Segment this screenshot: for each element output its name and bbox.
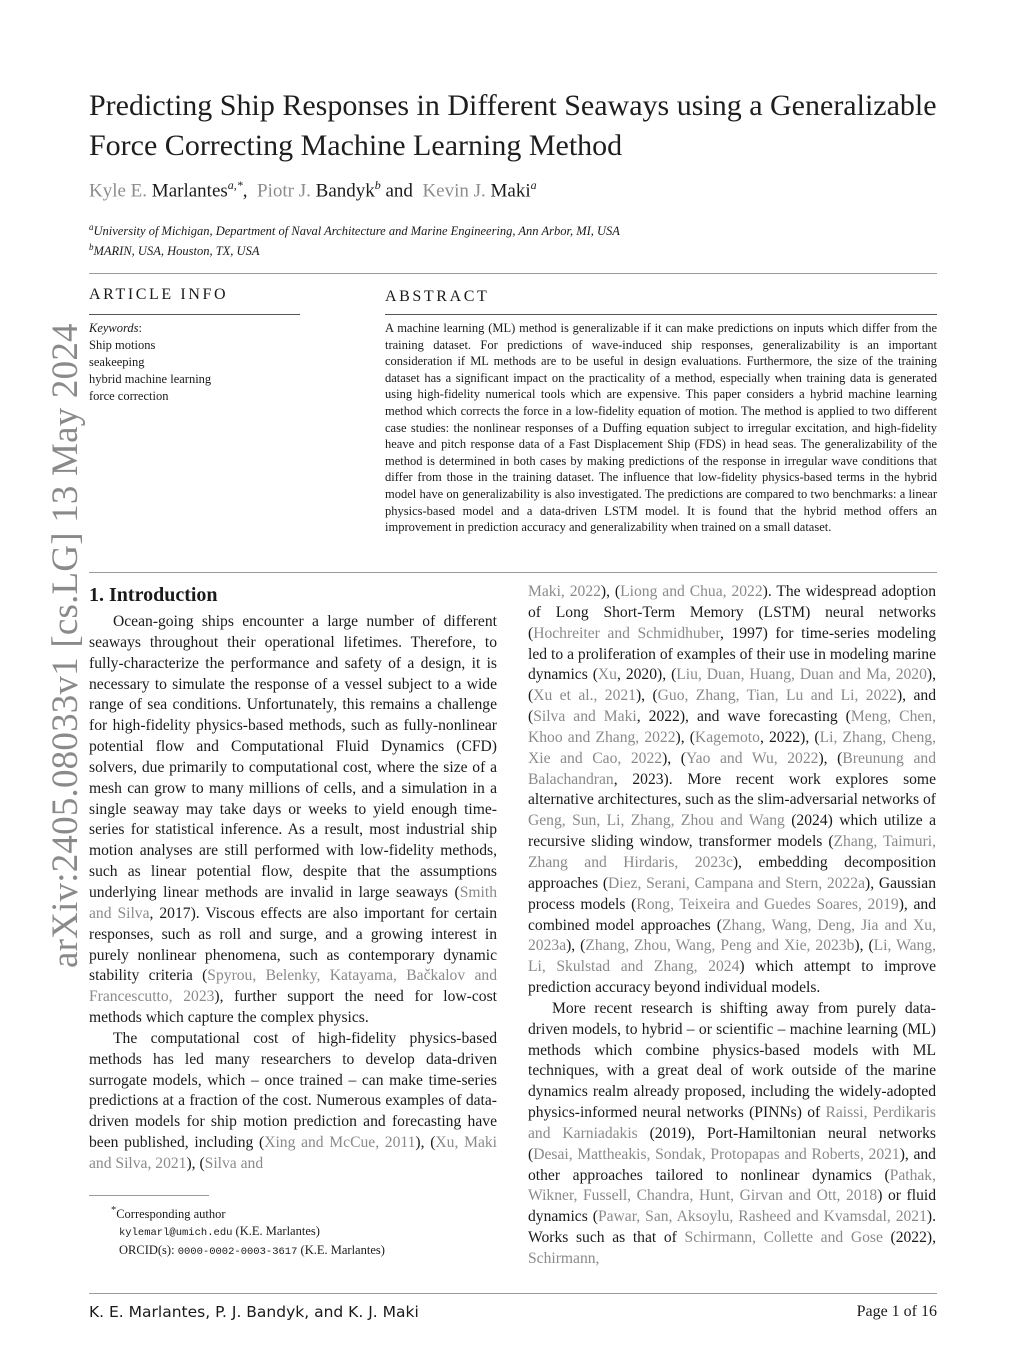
citation-link[interactable]: Zhang, Taimuri, Zhang and Hirdaris, 2023c (528, 833, 936, 871)
body-text: ), ( (662, 749, 686, 767)
left-column (89, 612, 497, 1175)
section-heading: 1. Introduction (89, 584, 218, 606)
footnote-mark: * (111, 1205, 117, 1216)
body-text: , 2022), ( (759, 728, 820, 746)
body-text: ), ( (415, 1134, 436, 1152)
citation-link[interactable]: Meng, Chen, Khoo and Zhang, 2022 (528, 708, 936, 746)
affiliation-mark: a (89, 222, 94, 232)
right-column (528, 582, 936, 1270)
citation-link[interactable]: Liong and Chua, 2022 (620, 583, 763, 600)
footer-authors: K. E. Marlantes, P. J. Bandyk, and K. J. Maki (89, 1303, 419, 1321)
body-text: ), ( (528, 666, 936, 705)
citation-link[interactable]: Xing and McCue, 2011 (264, 1134, 416, 1152)
footnote-text: (K.E. Marlantes) (235, 1224, 320, 1239)
citation-link[interactable]: Schirmann, Collette and Gose (684, 1229, 883, 1247)
footnote (89, 1202, 385, 1261)
body-text: ), ( (635, 687, 658, 705)
body-text: ), ( (600, 583, 621, 600)
author-list (89, 178, 537, 202)
body-text: ) which attempt to improve prediction accuracy beyond individual models. (528, 958, 936, 997)
body-text: , 2023). More recent work explores some alternative architectures, such as the slim-adversarial networks of (528, 770, 936, 809)
affiliation-mark: b (89, 242, 94, 252)
body-text: ), ( (854, 937, 874, 955)
body-text: , 2022), and wave forecasting ( (636, 708, 851, 726)
body-text: ), Gaussian process models ( (528, 874, 936, 913)
keyword: Ship motions (89, 338, 156, 352)
citation-link[interactable]: Xu, Maki and Silva, 2021 (89, 1134, 497, 1172)
keyword: seakeeping (89, 355, 145, 369)
footer-rule (89, 1293, 937, 1294)
citation-link[interactable]: Xu (597, 666, 617, 684)
author-first-name: Kevin J. (422, 180, 486, 202)
abstract-heading: ABSTRACT (385, 288, 490, 305)
citation-link[interactable]: Guo, Zhang, Tian, Lu and Li, 2022 (657, 687, 897, 705)
keyword: force correction (89, 389, 169, 403)
footnote-text: Corresponding author (116, 1207, 226, 1222)
body-text: (2024) which utilize a recursive sliding window, transformer models ( (528, 812, 936, 851)
author-affil-mark: a,* (227, 178, 243, 192)
article-info-heading: ARTICLE INFO (89, 286, 229, 303)
body-text: ), ( (675, 728, 695, 746)
divider (89, 273, 937, 274)
author-last-name: Marlantes (151, 180, 228, 202)
footnote-line (89, 1202, 385, 1223)
keywords-label: Keywords (89, 321, 139, 335)
body-text: The computational cost of high-fidelity physics-based methods has led many researchers to develop data-driven surrogate models, which – once trained – can make time-series predictions at a fraction of the cost. Numerous examples of data-driven models for ship motion prediction and forecasting have been published, including ( (89, 1029, 497, 1152)
body-text: (2022), (882, 1229, 936, 1247)
body-text: ), and ( (528, 687, 936, 726)
body-text: ), and combined model approaches ( (528, 895, 936, 934)
abstract-text: A machine learning (ML) method is generalizable if it can make predictions on inputs which differ from the training dataset. For predictions of wave-induced ship responses, generalizability is an important consideration if ML methods are to be useful in design evaluations. Furthermore, the size of the training dataset has a significant impact on the practicality of a method, especially when training data is generated using high-fidelity numerical tools which are expensive. This paper considers a hybrid machine learning method which corrects the force in a low-fidelity equation of motion. The method is applied to two different case studies: the nonlinear responses of a Duffing equation subject to irregular excitation, and high-fidelity heave and pitch response data of a Fast Displacement Ship (FDS) in head seas. The generalizability of the method is determined in both cases by making predictions of the response in irregular wave conditions that differ from those in the training dataset. The influence that low-fidelity physics-based terms in the hybrid model have on generalizability is also investigated. The predictions are compared to two benchmarks: a linear physics-based model and a data-driven LSTM model. It is found that the hybrid method offers an improvement in prediction accuracy and generalizability when trained on a small dataset. (385, 321, 937, 535)
body-text: More recent research is shifting away from purely data-driven models, to hybrid – or scientific – machine learning (ML) methods which combine physics-based models with ML techniques, with a great deal of work outside of the marine dynamics realm already proposed, including the widely-adopted physics-informed neural networks (PINNs) of (528, 999, 936, 1122)
affiliation (89, 242, 259, 259)
citation-link[interactable]: Zhang, Wang, Deng, Jia and Xu, 2023a (528, 916, 937, 955)
paper-title: Predicting Ship Responses in Different Seaways using a Generalizable Force Correcting Machine Learning Method (89, 89, 937, 162)
affiliation-text: University of Michigan, Department of Naval Architecture and Marine Engineering, Ann Arbor, MI, USA (93, 224, 620, 239)
citation-link[interactable]: Hochreiter and Schmidhuber (533, 624, 721, 642)
body-text: , 1997) for time-series modeling led to a proliferation of examples of their use in modeling marine dynamics ( (528, 624, 937, 684)
divider (89, 572, 937, 573)
citation-link[interactable]: Yao and Wu, 2022 (685, 749, 819, 767)
body-text: , 2017). Viscous effects are also important for certain responses, such as roll and surge, and a growing interest in purely nonlinear phenomena, such as contemporary dynamic stability criteria ( (89, 904, 497, 985)
citation-link[interactable]: Spyrou, Belenky, Katayama, Bačkalov and Francescutto, 2023 (89, 967, 498, 1006)
author-affil-mark: a (530, 178, 537, 192)
footnote-line (89, 1242, 385, 1261)
footnote-text: (K.E. Marlantes) (300, 1243, 385, 1258)
citation-link[interactable]: Rong, Teixeira and Guedes Soares, 2019 (636, 895, 899, 913)
citation-link[interactable]: Xu et al., 2021 (533, 687, 636, 705)
citation-link[interactable]: Liu, Duan, Huang, Duan and Ma, 2020 (676, 666, 927, 684)
body-text: ), ( (186, 1154, 205, 1172)
body-text: ) or fluid dynamics ( (528, 1187, 936, 1226)
citation-link[interactable]: Schirmann, (528, 1250, 600, 1267)
citation-link[interactable]: Silva and Maki (533, 708, 637, 726)
affiliation-text: MARIN, USA, Houston, TX, USA (93, 244, 260, 259)
citation-link[interactable]: Maki, 2022 (528, 583, 601, 600)
body-text: Ocean-going ships encounter a large number of different seaways throughout their operational lifetimes. Therefore, to fully-characterize the performance and safety of a design, it is necessary to simulate the response of a vessel subject to a wide range of sea conditions. Unfortunately, this remains a challenge for high-fidelity physics-based methods, such as fully-nonlinear potential flow and Computational Fluid Dynamics (CFD) solvers, due primarily to computational cost, where the size of a mesh can grow to many millions of cells, and a simulation in a single seaway may take days or weeks to yield enough time-series for statistical inference. As a result, most industrial ship motion analyses are still performed with low-fidelity methods, such as linear potential flow, despite that the assumptions underlying linear methods are invalid in large seaways ( (89, 613, 497, 901)
citation-link[interactable]: Li, Zhang, Cheng, Xie and Cao, 2022 (528, 728, 937, 767)
citation-link[interactable]: Diez, Serani, Campana and Stern, 2022a (608, 874, 866, 892)
author-first-name: Piotr J. (257, 180, 311, 202)
citation-link[interactable]: Pathak, Wikner, Fussell, Chandra, Hunt, Girvan and Ott, 2018 (528, 1166, 936, 1205)
body-text: ). Works such as that of (528, 1208, 936, 1247)
citation-link[interactable]: Raissi, Perdikaris and Karniadakis (528, 1104, 936, 1142)
citation-link[interactable]: Breunung and Balachandran (528, 749, 936, 788)
paragraph (89, 612, 497, 1029)
footnote-text: ORCID(s): (119, 1243, 175, 1258)
email-link[interactable]: kylemarl@umich.edu (119, 1227, 233, 1240)
author-affil-mark: b (374, 178, 381, 192)
footnote-line (89, 1223, 385, 1242)
page-number: Page 1 of 16 (856, 1303, 937, 1320)
body-text: ), embedding decomposition approaches ( (528, 853, 936, 892)
paragraph (528, 999, 936, 1270)
arxiv-identifier: arXiv:2405.08033v1 [cs.LG] 13 May 2024 (45, 323, 86, 968)
keyword: hybrid machine learning (89, 372, 212, 386)
body-text: ), and other approaches tailored to nonlinear dynamics ( (528, 1145, 936, 1184)
paragraph (528, 582, 936, 999)
citation-link[interactable]: Desai, Mattheakis, Sondak, Protopapas and Roberts, 2021 (533, 1145, 900, 1163)
citation-link[interactable]: Smith and Silva (89, 883, 497, 922)
divider (385, 314, 937, 315)
body-text: ), further support the need for low-cost methods which capture the complex physics. (89, 988, 497, 1027)
citation-link[interactable]: Zhang, Zhou, Wang, Peng and Xie, 2023b (585, 937, 855, 955)
body-text: ), ( (566, 937, 586, 955)
body-text: ), ( (818, 749, 843, 767)
author-separator: , (242, 180, 248, 202)
body-text: , 2020), ( (616, 666, 677, 684)
citation-link[interactable]: Pawar, San, Aksoylu, Rasheed and Kvamsdal, 2021 (597, 1208, 927, 1226)
keywords-label-line: Keywords: (89, 321, 143, 335)
body-text: (2019), Port-Hamiltonian neural networks ( (528, 1124, 936, 1163)
citation-link[interactable]: Li, Wang, Li, Skulstad and Zhang, 2024 (528, 937, 936, 976)
affiliation (89, 222, 620, 239)
divider (89, 314, 300, 315)
citation-link[interactable]: Silva and (204, 1154, 264, 1172)
orcid-link[interactable]: 0000-0002-0003-3617 (177, 1246, 298, 1259)
footnote-rule (89, 1195, 209, 1196)
paragraph (89, 1029, 497, 1175)
author-last-name: Maki (490, 180, 531, 202)
keywords-block (89, 320, 211, 405)
author-separator: and (385, 180, 413, 202)
author-last-name: Bandyk (315, 180, 375, 202)
citation-link[interactable]: Geng, Sun, Li, Zhang, Zhou and Wang (528, 812, 785, 830)
citation-link[interactable]: Kagemoto (694, 728, 760, 746)
author-first-name: Kyle E. (89, 180, 148, 202)
body-text: ). The widespread adoption of Long Short-Term Memory (LSTM) neural networks ( (528, 583, 937, 642)
